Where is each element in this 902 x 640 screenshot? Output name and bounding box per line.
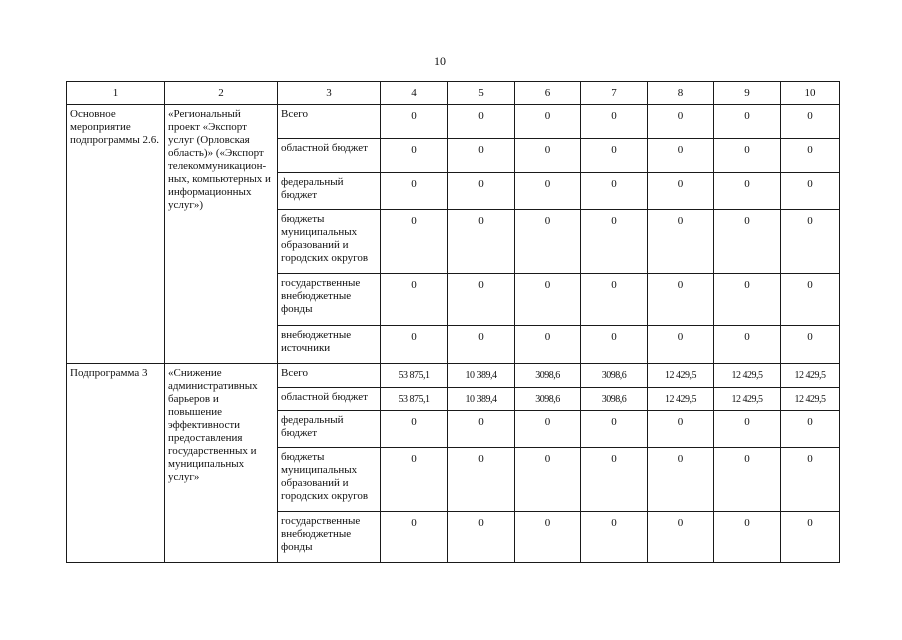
page-number: 10 <box>434 54 446 68</box>
value-cell: 0 <box>781 448 840 512</box>
value-cell: 0 <box>781 173 840 210</box>
value-cell: 0 <box>515 274 581 326</box>
value-cell: 0 <box>714 274 781 326</box>
value-cell: 0 <box>448 274 515 326</box>
value-cell: 0 <box>448 326 515 364</box>
value-cell: 3098,6 <box>581 364 648 388</box>
program-description: «Снижение административных барьеров и повышение эффективности предоставления государственных и муниципальных услуг» <box>165 364 278 563</box>
value-cell: 0 <box>648 274 714 326</box>
value-cell: 12 429,5 <box>714 364 781 388</box>
value-cell: 0 <box>781 326 840 364</box>
value-cell: 12 429,5 <box>781 388 840 411</box>
funding-source: Всего <box>278 364 381 388</box>
funding-source: внебюджетные источники <box>278 326 381 364</box>
column-header: 6 <box>515 82 581 105</box>
value-cell: 0 <box>781 411 840 448</box>
value-cell: 3098,6 <box>581 388 648 411</box>
value-cell: 0 <box>381 326 448 364</box>
header-row <box>67 82 840 105</box>
funding-source: областной бюджет <box>278 388 381 411</box>
value-cell: 0 <box>448 448 515 512</box>
value-cell: 0 <box>381 274 448 326</box>
value-cell: 0 <box>581 326 648 364</box>
program-name: Подпрограмма 3 <box>67 364 165 563</box>
value-cell: 0 <box>448 411 515 448</box>
funding-source: бюджеты муниципальных образований и городских округов <box>278 448 381 512</box>
value-cell: 0 <box>381 139 448 173</box>
column-header: 2 <box>165 82 278 105</box>
column-header: 8 <box>648 82 714 105</box>
value-cell: 3098,6 <box>515 364 581 388</box>
funding-source: бюджеты муниципальных образований и городских округов <box>278 210 381 274</box>
value-cell: 0 <box>648 210 714 274</box>
value-cell: 0 <box>515 512 581 563</box>
value-cell: 0 <box>781 139 840 173</box>
value-cell: 0 <box>714 173 781 210</box>
funding-source: федеральный бюджет <box>278 173 381 210</box>
value-cell: 0 <box>515 105 581 139</box>
value-cell: 0 <box>515 448 581 512</box>
value-cell: 0 <box>781 512 840 563</box>
value-cell: 0 <box>714 105 781 139</box>
value-cell: 0 <box>714 139 781 173</box>
value-cell: 0 <box>448 105 515 139</box>
value-cell: 0 <box>448 210 515 274</box>
column-header: 4 <box>381 82 448 105</box>
column-header: 5 <box>448 82 515 105</box>
value-cell: 0 <box>648 173 714 210</box>
column-header: 10 <box>781 82 840 105</box>
table-row <box>67 364 840 388</box>
value-cell: 0 <box>648 139 714 173</box>
value-cell: 0 <box>515 210 581 274</box>
value-cell: 0 <box>381 411 448 448</box>
table-row <box>67 105 840 139</box>
value-cell: 0 <box>714 411 781 448</box>
column-header: 9 <box>714 82 781 105</box>
value-cell: 0 <box>781 274 840 326</box>
value-cell: 0 <box>381 173 448 210</box>
value-cell: 0 <box>781 210 840 274</box>
program-description: «Региональный проект «Экспорт услуг (Орловская область)» («Экспорт телекоммуникацион-ных, компьютерных и информационных услуг») <box>165 105 278 364</box>
value-cell: 0 <box>381 210 448 274</box>
value-cell: 0 <box>581 448 648 512</box>
value-cell: 0 <box>581 210 648 274</box>
value-cell: 0 <box>648 105 714 139</box>
value-cell: 0 <box>648 326 714 364</box>
value-cell: 0 <box>648 411 714 448</box>
funding-source: Всего <box>278 105 381 139</box>
value-cell: 0 <box>448 512 515 563</box>
value-cell: 0 <box>648 448 714 512</box>
column-header: 1 <box>67 82 165 105</box>
funding-source: федеральный бюджет <box>278 411 381 448</box>
value-cell: 0 <box>515 173 581 210</box>
value-cell: 0 <box>381 105 448 139</box>
value-cell: 0 <box>581 173 648 210</box>
value-cell: 3098,6 <box>515 388 581 411</box>
value-cell: 0 <box>648 512 714 563</box>
value-cell: 53 875,1 <box>381 364 448 388</box>
value-cell: 12 429,5 <box>648 388 714 411</box>
program-name: Основное мероприятие подпрограммы 2.6. <box>67 105 165 364</box>
value-cell: 0 <box>581 105 648 139</box>
value-cell: 0 <box>515 139 581 173</box>
value-cell: 0 <box>581 139 648 173</box>
value-cell: 12 429,5 <box>714 388 781 411</box>
value-cell: 0 <box>581 274 648 326</box>
value-cell: 0 <box>381 448 448 512</box>
value-cell: 12 429,5 <box>648 364 714 388</box>
funding-source: областной бюджет <box>278 139 381 173</box>
column-header: 3 <box>278 82 381 105</box>
value-cell: 10 389,4 <box>448 364 515 388</box>
value-cell: 0 <box>714 512 781 563</box>
funding-source: государственные внебюджетные фонды <box>278 274 381 326</box>
value-cell: 0 <box>448 139 515 173</box>
value-cell: 0 <box>515 326 581 364</box>
value-cell: 0 <box>515 411 581 448</box>
value-cell: 0 <box>581 512 648 563</box>
value-cell: 0 <box>714 326 781 364</box>
budget-table <box>66 81 840 563</box>
column-header: 7 <box>581 82 648 105</box>
value-cell: 53 875,1 <box>381 388 448 411</box>
funding-source: государственные внебюджетные фонды <box>278 512 381 563</box>
value-cell: 10 389,4 <box>448 388 515 411</box>
value-cell: 0 <box>381 512 448 563</box>
value-cell: 0 <box>581 411 648 448</box>
value-cell: 0 <box>448 173 515 210</box>
value-cell: 0 <box>781 105 840 139</box>
value-cell: 0 <box>714 448 781 512</box>
value-cell: 0 <box>714 210 781 274</box>
value-cell: 12 429,5 <box>781 364 840 388</box>
